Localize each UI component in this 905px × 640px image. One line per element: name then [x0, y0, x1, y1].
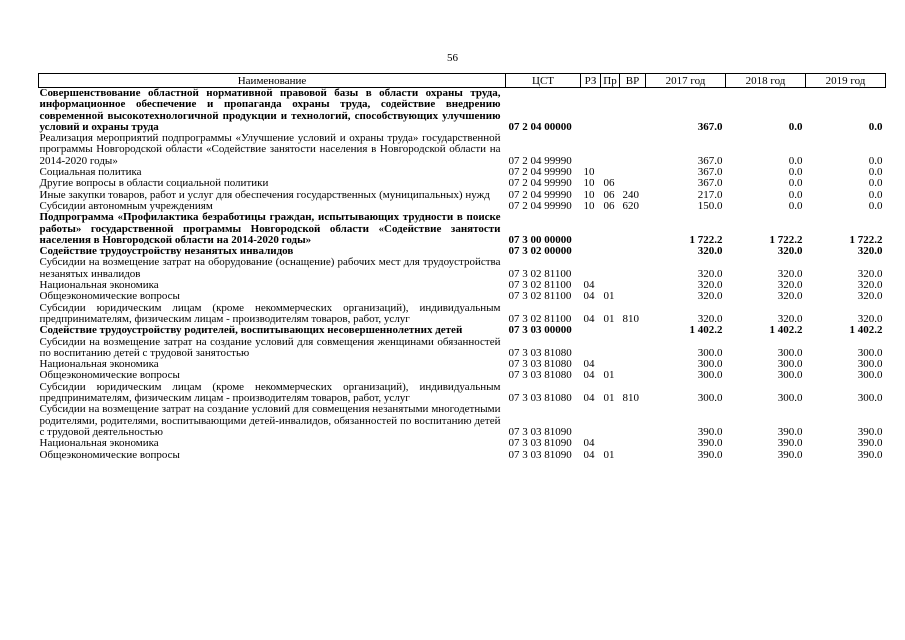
row-cst-cell: 07 3 02 81100	[508, 267, 572, 280]
row-2018-cell: 0.0	[788, 154, 803, 167]
row-rz-cell: 04	[583, 437, 595, 450]
row-vr-cell	[620, 337, 646, 360]
table-row	[39, 404, 886, 438]
row-2017-cell: 217.0	[697, 188, 723, 201]
row-vr-cell	[620, 167, 646, 178]
row-pr-cell	[601, 325, 620, 336]
row-rz-cell	[581, 325, 601, 336]
row-vr-cell	[620, 246, 646, 257]
row-2018-cell: 390.0	[777, 437, 803, 450]
row-vr-cell	[620, 438, 646, 449]
row-2017-cell: 367.0	[697, 166, 723, 179]
row-rz-cell	[581, 88, 601, 134]
row-2017-cell: 300.0	[697, 346, 723, 359]
row-2018-cell: 300.0	[777, 369, 803, 382]
table-row	[39, 88, 886, 134]
row-2019-cell: 390.0	[857, 425, 883, 438]
row-name-cell: Общеэкономические вопросы	[39, 448, 180, 461]
row-2017-cell: 390.0	[697, 425, 723, 438]
column-header-pr: Пр	[601, 74, 620, 88]
table-row	[39, 291, 886, 302]
row-name-cell: Национальная экономика	[39, 358, 159, 371]
row-2017-cell: 300.0	[697, 358, 723, 371]
row-vr-cell: 810	[622, 312, 639, 325]
row-name-cell: Общеэкономические вопросы	[39, 290, 180, 303]
row-rz-cell: 10	[583, 199, 595, 212]
row-2017-cell: 320.0	[697, 312, 723, 325]
row-vr-cell	[620, 291, 646, 302]
table-header-row	[39, 74, 886, 88]
row-name-cell: Иные закупки товаров, работ и услуг для обеспечения государственных (муниципальных) нужд	[39, 188, 490, 201]
row-pr-cell	[601, 246, 620, 257]
row-2017-cell: 367.0	[697, 120, 723, 133]
row-pr-cell: 06	[603, 188, 615, 201]
row-name-cell: Содействие трудоустройству родителей, воспитывающих несовершеннолетних детей	[39, 324, 463, 337]
table-row	[39, 382, 886, 405]
table-row	[39, 450, 886, 461]
row-2017-cell: 320.0	[697, 290, 723, 303]
row-cst-cell: 07 3 02 81100	[508, 312, 572, 325]
row-cst-cell: 07 3 03 81080	[508, 369, 572, 382]
row-2018-cell: 0.0	[788, 177, 803, 190]
row-pr-cell: 06	[603, 177, 615, 190]
row-2017-cell: 367.0	[697, 154, 723, 167]
row-name-cell: Реализация мероприятий подпрограммы «Улучшение условий и охраны труда» государственной программы Новгородской области «Содействие занятости населения в Новгородской области на 2014-2020 годы»	[39, 132, 501, 167]
row-2018-cell: 0.0	[788, 199, 803, 212]
column-header-cst: ЦСТ	[506, 74, 581, 88]
table-row	[39, 133, 886, 167]
row-2017-cell: 300.0	[697, 392, 723, 405]
row-2019-cell: 300.0	[857, 369, 883, 382]
row-pr-cell	[601, 404, 620, 438]
row-2019-cell: 390.0	[857, 437, 883, 450]
row-cst-cell: 07 3 03 81090	[508, 448, 572, 461]
row-rz-cell: 10	[583, 166, 595, 179]
row-cst-cell: 07 3 03 81080	[508, 392, 572, 405]
row-2017-cell: 150.0	[697, 199, 723, 212]
row-2018-cell: 1 722.2	[769, 233, 803, 246]
row-2019-cell: 320.0	[857, 267, 883, 280]
row-pr-cell	[601, 438, 620, 449]
column-header-name: Наименование	[39, 74, 506, 88]
row-vr-cell	[620, 178, 646, 189]
row-2018-cell: 320.0	[777, 279, 803, 292]
row-pr-cell: 01	[603, 392, 615, 405]
row-2017-cell: 390.0	[697, 437, 723, 450]
row-vr-cell	[620, 88, 646, 134]
row-cst-cell: 07 3 03 81080	[508, 358, 572, 371]
row-cst-cell: 07 2 04 99990	[508, 166, 572, 179]
row-vr-cell	[620, 212, 646, 246]
row-cst-cell: 07 2 04 99990	[508, 177, 572, 190]
row-name-cell: Национальная экономика	[39, 279, 159, 292]
row-name-cell: Совершенствование областной нормативной правовой базы в области охраны труда, информационное обеспечение и пропаганда охраны труда, содействие внедрению современной высокотехнологичной продукции и технологий, способствующих улучшению условий и охраны труда	[39, 87, 501, 133]
row-rz-cell: 04	[583, 279, 595, 292]
table-row	[39, 257, 886, 280]
row-2019-cell: 1 722.2	[849, 233, 883, 246]
row-name-cell: Субсидии на возмещение затрат на создание условий для совмещения незанятыми многодетными родителями, родителями, воспитывающими детей-инвалидов, обязанностей по воспитанию детей с трудовой деятельностью	[39, 403, 501, 438]
row-name-cell: Социальная политика	[39, 166, 142, 179]
row-vr-cell: 810	[622, 392, 639, 405]
row-2018-cell: 390.0	[777, 425, 803, 438]
row-2018-cell: 0.0	[788, 188, 803, 201]
column-header-vr: ВР	[620, 74, 646, 88]
row-cst-cell: 07 3 02 00000	[508, 245, 572, 258]
row-vr-cell: 240	[622, 188, 639, 201]
row-2017-cell: 320.0	[697, 279, 723, 292]
row-2017-cell: 1 402.2	[689, 324, 723, 337]
table-row	[39, 303, 886, 326]
row-rz-cell: 04	[583, 290, 595, 303]
row-2019-cell: 0.0	[868, 199, 883, 212]
row-2018-cell: 320.0	[777, 312, 803, 325]
row-vr-cell	[620, 404, 646, 438]
row-2018-cell: 300.0	[777, 346, 803, 359]
table-row	[39, 212, 886, 246]
row-rz-cell	[581, 404, 601, 438]
row-rz-cell: 04	[583, 448, 595, 461]
budget-table	[38, 73, 886, 461]
table-row	[39, 337, 886, 360]
row-rz-cell	[581, 212, 601, 246]
row-vr-cell: 620	[622, 199, 639, 212]
row-name-cell: Субсидии автономным учреждениям	[39, 199, 213, 212]
row-rz-cell: 04	[583, 358, 595, 371]
row-2017-cell: 1 722.2	[689, 233, 723, 246]
row-2017-cell: 320.0	[697, 245, 723, 258]
row-2019-cell: 300.0	[857, 346, 883, 359]
row-rz-cell	[581, 246, 601, 257]
column-header-rz: РЗ	[581, 74, 601, 88]
row-cst-cell: 07 3 03 81080	[508, 346, 572, 359]
row-name-cell: Содействие трудоустройству незанятых инвалидов	[39, 245, 294, 258]
row-2019-cell: 320.0	[857, 290, 883, 303]
row-vr-cell	[620, 370, 646, 381]
table-row	[39, 438, 886, 449]
row-cst-cell: 07 2 04 99990	[508, 154, 572, 167]
row-cst-cell: 07 3 03 81090	[508, 425, 572, 438]
column-header-2017: 2017 год	[646, 74, 726, 88]
row-name-cell: Субсидии юридическим лицам (кроме некоммерческих организаций), индивидуальным предпринимателям, физическим лицам - производителям товаров, работ, услуг	[39, 380, 501, 405]
row-rz-cell	[581, 337, 601, 360]
row-cst-cell: 07 3 03 00000	[508, 324, 572, 337]
row-vr-cell	[620, 359, 646, 370]
row-2018-cell: 320.0	[777, 267, 803, 280]
row-pr-cell	[601, 257, 620, 280]
row-2018-cell: 1 402.2	[769, 324, 803, 337]
row-2019-cell: 320.0	[857, 245, 883, 258]
row-cst-cell: 07 2 04 00000	[508, 120, 572, 133]
row-rz-cell: 04	[583, 369, 595, 382]
row-cst-cell: 07 3 00 00000	[508, 233, 572, 246]
table-row	[39, 325, 886, 336]
row-vr-cell	[620, 450, 646, 461]
row-cst-cell: 07 3 02 81100	[508, 290, 572, 303]
row-2019-cell: 1 402.2	[849, 324, 883, 337]
row-name-cell: Общеэкономические вопросы	[39, 369, 180, 382]
row-rz-cell	[581, 257, 601, 280]
row-pr-cell	[601, 212, 620, 246]
row-vr-cell	[620, 257, 646, 280]
row-2017-cell: 300.0	[697, 369, 723, 382]
row-2018-cell: 320.0	[777, 290, 803, 303]
row-cst-cell: 07 3 02 81100	[508, 279, 572, 292]
column-header-2018: 2018 год	[726, 74, 806, 88]
row-2019-cell: 320.0	[857, 312, 883, 325]
table-row	[39, 178, 886, 189]
row-pr-cell: 01	[603, 290, 615, 303]
row-pr-cell: 06	[603, 199, 615, 212]
row-pr-cell: 01	[603, 448, 615, 461]
row-vr-cell	[620, 280, 646, 291]
row-rz-cell	[581, 133, 601, 167]
row-2019-cell: 300.0	[857, 392, 883, 405]
row-pr-cell: 01	[603, 312, 615, 325]
row-2018-cell: 0.0	[788, 166, 803, 179]
row-2018-cell: 390.0	[777, 448, 803, 461]
row-name-cell: Субсидии на возмещение затрат на создание условий для совмещения женщинами обязанностей по воспитанию детей с трудовой занятостью	[39, 335, 501, 359]
row-2019-cell: 0.0	[868, 188, 883, 201]
row-2019-cell: 0.0	[868, 177, 883, 190]
row-2019-cell: 320.0	[857, 279, 883, 292]
row-vr-cell	[620, 325, 646, 336]
row-2018-cell: 300.0	[777, 358, 803, 371]
row-2017-cell: 390.0	[697, 448, 723, 461]
row-cst-cell: 07 2 04 99990	[508, 199, 572, 212]
row-2019-cell: 0.0	[868, 120, 883, 133]
row-2019-cell: 0.0	[868, 154, 883, 167]
row-2019-cell: 300.0	[857, 358, 883, 371]
column-header-2019: 2019 год	[806, 74, 886, 88]
row-cst-cell: 07 3 03 81090	[508, 437, 572, 450]
row-pr-cell	[601, 337, 620, 360]
row-name-cell: Национальная экономика	[39, 437, 159, 450]
row-rz-cell: 04	[583, 392, 595, 405]
row-name-cell: Подпрограмма «Профилактика безработицы граждан, испытывающих трудности в поиске работы» государственной программы Новгородской области «Содействие занятости населения в Новгородской области на 2014-2020 годы»	[39, 211, 501, 246]
row-2017-cell: 367.0	[697, 177, 723, 190]
row-2018-cell: 320.0	[777, 245, 803, 258]
row-name-cell: Другие вопросы в области социальной политики	[39, 177, 269, 190]
row-pr-cell	[601, 88, 620, 134]
row-2018-cell: 300.0	[777, 392, 803, 405]
row-2019-cell: 390.0	[857, 448, 883, 461]
row-name-cell: Субсидии на возмещение затрат на оборудование (оснащение) рабочих мест для трудоустройства незанятых инвалидов	[39, 256, 501, 280]
row-2017-cell: 320.0	[697, 267, 723, 280]
row-rz-cell: 10	[583, 177, 595, 190]
row-rz-cell: 10	[583, 188, 595, 201]
row-vr-cell	[620, 133, 646, 167]
page-number: 56	[447, 52, 458, 64]
row-pr-cell	[601, 133, 620, 167]
row-rz-cell: 04	[583, 312, 595, 325]
row-cst-cell: 07 2 04 99990	[508, 188, 572, 201]
row-pr-cell: 01	[603, 369, 615, 382]
row-2019-cell: 0.0	[868, 166, 883, 179]
row-2018-cell: 0.0	[788, 120, 803, 133]
row-name-cell: Субсидии юридическим лицам (кроме некоммерческих организаций), индивидуальным предпринимателям, физическим лицам - производителям товаров, работ, услуг	[39, 301, 501, 325]
